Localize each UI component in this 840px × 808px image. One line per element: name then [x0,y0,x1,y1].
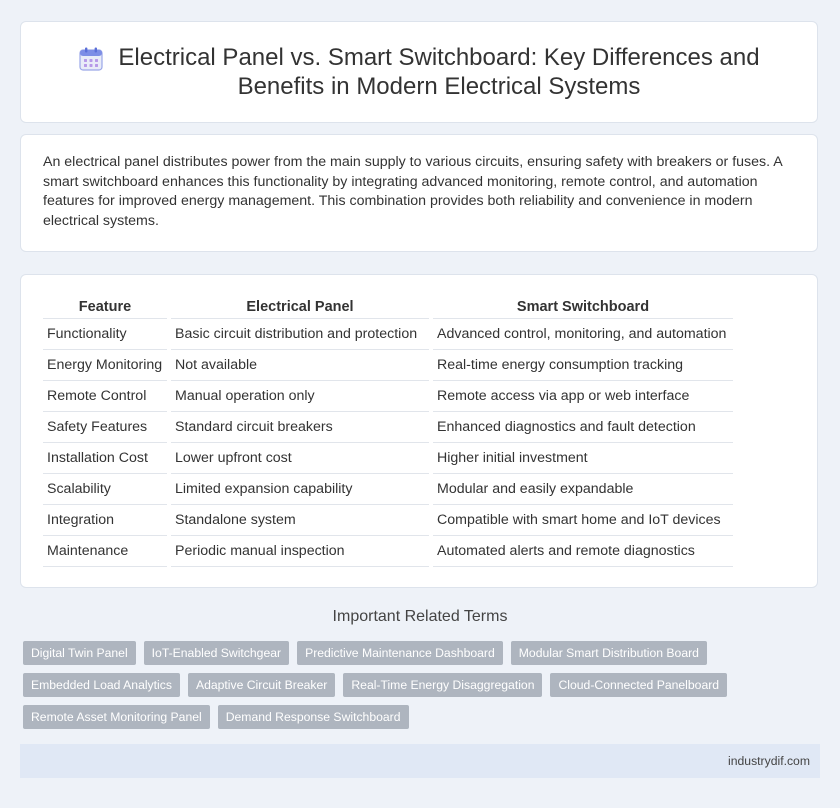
table-cell: Functionality [43,319,167,350]
related-terms-tags [23,641,813,729]
related-tag[interactable]: Modular Smart Distribution Board [511,641,707,665]
table-cell: Integration [43,505,167,536]
table-cell: Enhanced diagnostics and fault detection [433,412,733,443]
table-cell: Remote Control [43,381,167,412]
page-title [118,43,759,101]
table-row [43,350,733,381]
table-cell: Real-time energy consumption tracking [433,350,733,381]
table-cell: Standard circuit breakers [171,412,429,443]
table-cell: Basic circuit distribution and protection [171,319,429,350]
table-cell: Automated alerts and remote diagnostics [433,536,733,567]
table-cell: Maintenance [43,536,167,567]
related-tag[interactable]: Cloud-Connected Panelboard [550,673,727,697]
table-cell: Compatible with smart home and IoT devices [433,505,733,536]
table-cell: Periodic manual inspection [171,536,429,567]
table-row [43,536,733,567]
table-row [43,412,733,443]
table-row [43,474,733,505]
calendar-icon [78,46,104,72]
table-cell: Manual operation only [171,381,429,412]
table-cell: Limited expansion capability [171,474,429,505]
comparison-card [20,274,818,588]
related-tag[interactable]: Embedded Load Analytics [23,673,180,697]
page-title-line1: Electrical Panel vs. Smart Switchboard: Key Differences and [118,44,760,71]
table-row [43,319,733,350]
table-header-row [43,297,733,319]
table-cell: Remote access via app or web interface [433,381,733,412]
related-tag[interactable]: Remote Asset Monitoring Panel [23,705,210,729]
table-cell: Installation Cost [43,443,167,474]
intro-card [20,134,818,252]
related-tag[interactable]: Digital Twin Panel [23,641,136,665]
related-tag[interactable]: Demand Response Switchboard [218,705,409,729]
table-row [43,381,733,412]
table-cell: Standalone system [171,505,429,536]
table-cell: Higher initial investment [433,443,733,474]
table-cell: Lower upfront cost [171,443,429,474]
related-tag[interactable]: IoT-Enabled Switchgear [144,641,289,665]
table-cell: Modular and easily expandable [433,474,733,505]
related-tag[interactable]: Predictive Maintenance Dashboard [297,641,503,665]
table-cell: Energy Monitoring [43,350,167,381]
page-title-line2: Benefits in Modern Electrical Systems [237,73,641,100]
footer [20,744,820,778]
header-smart-switchboard: Smart Switchboard [433,297,733,319]
title-card [20,21,818,123]
table-cell: Scalability [43,474,167,505]
related-tag[interactable]: Adaptive Circuit Breaker [188,673,335,697]
table-cell: Advanced control, monitoring, and automation [433,319,733,350]
table-cell: Not available [171,350,429,381]
comparison-table [39,297,737,567]
footer-site-link[interactable]: industrydif.com [728,754,810,768]
table-cell: Safety Features [43,412,167,443]
related-tag[interactable]: Real-Time Energy Disaggregation [343,673,542,697]
intro-text: An electrical panel distributes power from the main supply to various circuits, ensuring safety with breakers or fuses. A smart switchboard enhances this functionality by integrating advanced monitoring, remote control, and automation features for improved energy management. This combination provides both reliability and convenience in modern electrical systems. [43,154,782,229]
related-terms-title: Important Related Terms [332,608,508,625]
header-feature: Feature [43,297,167,319]
header-electrical-panel: Electrical Panel [171,297,429,319]
table-row [43,505,733,536]
table-row [43,443,733,474]
